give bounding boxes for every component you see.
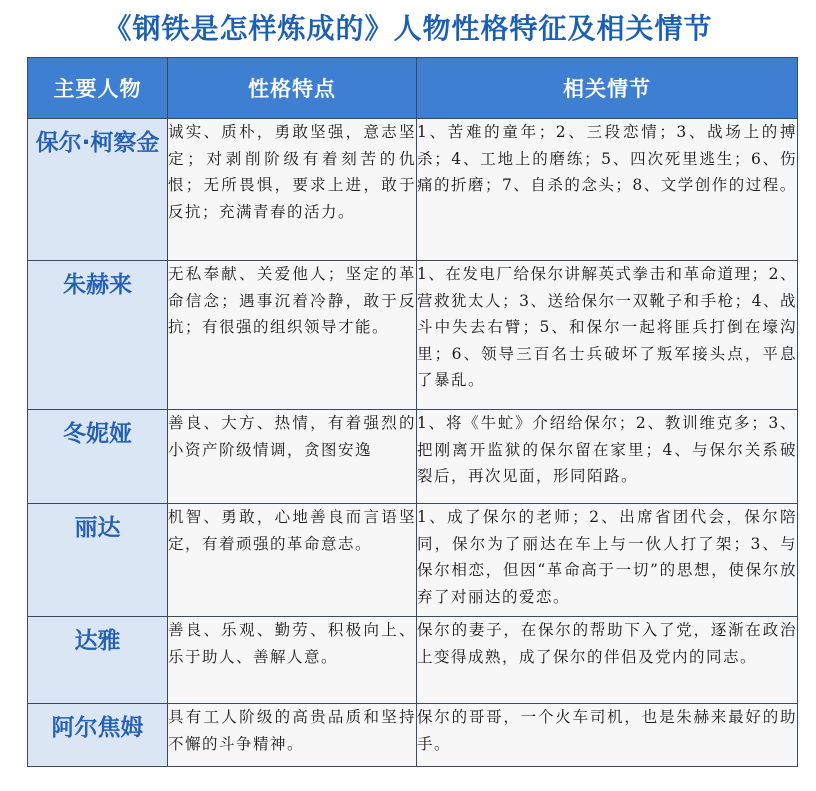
character-traits: 机智、勇敢，心地善良而言语坚定，有着顽强的革命意志。 [168, 504, 417, 617]
table-row [28, 410, 798, 504]
header-plot: 相关情节 [417, 58, 798, 119]
character-traits: 具有工人阶级的高贵品质和坚持不懈的斗争精神。 [168, 704, 417, 767]
character-plot: 保尔的哥哥，一个火车司机，也是朱赫来最好的助手。 [417, 704, 798, 767]
header-character: 主要人物 [28, 58, 168, 119]
character-traits: 善良、乐观、勤劳、积极向上、乐于助人、善解人意。 [168, 617, 417, 704]
character-plot: 1、成了保尔的老师；2、出席省团代会，保尔陪同，保尔为了丽达在车上与一伙人打了架；3、与保尔相恋，但因“革命高于一切”的思想，使保尔放弃了对丽达的爱恋。 [417, 504, 798, 617]
character-name: 达雅 [28, 617, 168, 704]
page-title: 《钢铁是怎样炼成的》人物性格特征及相关情节 [103, 12, 713, 45]
character-plot: 保尔的妻子，在保尔的帮助下入了党，逐渐在政治上变得成熟，成了保尔的伴侣及党内的同志。 [417, 617, 798, 704]
table-row [28, 704, 798, 767]
character-traits: 无私奉献、关爱他人；坚定的革命信念；遇事沉着冷静，敢于反抗；有很强的组织领导才能。 [168, 261, 417, 410]
table-row [28, 261, 798, 410]
table-header-row [28, 58, 798, 119]
character-traits: 善良、大方、热情，有着强烈的小资产阶级情调，贪图安逸 [168, 410, 417, 504]
character-name: 阿尔焦姆 [28, 704, 168, 767]
character-plot: 1、苦难的童年；2、三段恋情；3、战场上的搏杀；4、工地上的磨练；5、四次死里逃生；6、伤痛的折磨；7、自杀的念头；8、文学创作的过程。 [417, 119, 798, 261]
character-name: 丽达 [28, 504, 168, 617]
header-traits: 性格特点 [168, 58, 417, 119]
table-row [28, 617, 798, 704]
character-name: 冬妮娅 [28, 410, 168, 504]
character-name: 朱赫来 [28, 261, 168, 410]
character-plot: 1、在发电厂给保尔讲解英式拳击和革命道理；2、营救犹太人；3、送给保尔一双靴子和手枪；4、战斗中失去右臂；5、和保尔一起将匪兵打倒在壕沟里；6、领导三百名士兵破坏了叛军接头点，平息了暴乱。 [417, 261, 798, 410]
table-row [28, 504, 798, 617]
character-name: 保尔·柯察金 [28, 119, 168, 261]
table-row [28, 119, 798, 261]
character-table [27, 57, 798, 767]
character-plot: 1、将《牛虻》介绍给保尔；2、教训维克多；3、把刚离开监狱的保尔留在家里；4、与保尔关系破裂后，再次见面，形同陌路。 [417, 410, 798, 504]
character-traits: 诚实、质朴，勇敢坚强，意志坚定；对剥削阶级有着刻苦的仇恨；无所畏惧，要求上进，敢于反抗；充满青春的活力。 [168, 119, 417, 261]
